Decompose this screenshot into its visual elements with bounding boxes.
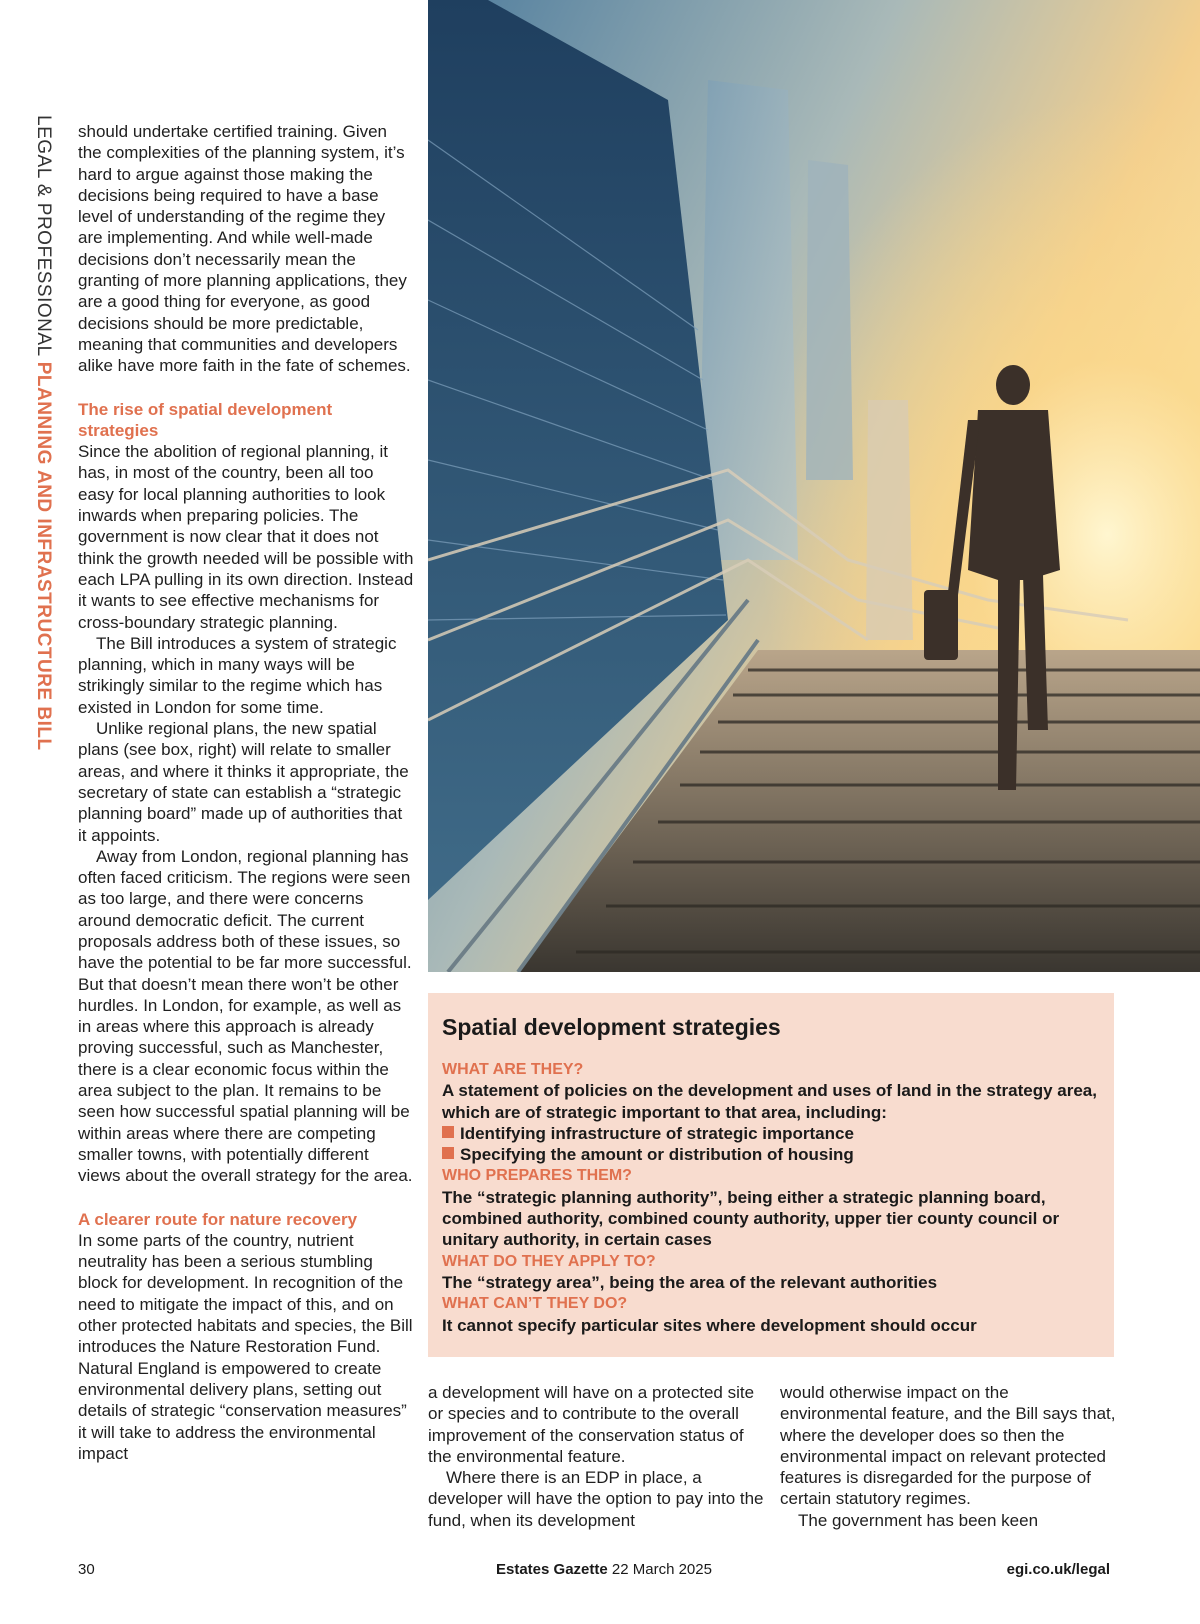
- box-question: WHAT CAN’T THEY DO?: [442, 1295, 628, 1313]
- box-title: Spatial development strategies: [442, 1014, 781, 1040]
- spatial-strategies-box: [428, 993, 1114, 1357]
- box-answer: The “strategy area”, being the area of the relevant authorities: [442, 1272, 938, 1292]
- bullet-text: Specifying the amount or distribution of housing: [460, 1145, 854, 1165]
- paragraph: The Bill introduces a system of strategic planning, which in many ways will be strikingly similar to the regime which has existed in London for some time.: [78, 633, 397, 717]
- box-bullet: [442, 1123, 1100, 1144]
- box-answer: A statement of policies on the development and uses of land in the strategy area, which are of strategic important to that area, including:: [442, 1081, 1097, 1122]
- square-bullet-icon: [442, 1126, 454, 1138]
- square-bullet-icon: [442, 1147, 454, 1159]
- section-side-label: [28, 115, 58, 815]
- footer-url-link[interactable]: egi.co.uk/legal: [1006, 1561, 1110, 1578]
- paragraph: Since the abolition of regional planning, it has, in most of the country, been all too easy for local planning authorities to look inwards when preparing policies. The government is now clear that it does not think the growth needed will be possible with each LPA pulling in its own direction. Instead it wants to see effective mechanisms for cross-boundary strategic planning.: [78, 442, 414, 632]
- box-bullet: [442, 1144, 1100, 1165]
- box-question: WHAT DO THEY APPLY TO?: [442, 1252, 656, 1270]
- paragraph: a development will have on a protected site or species and to contribute to the overall improvement of the conservation status of the environmental feature.: [428, 1383, 755, 1466]
- subheading-spatial-strategies: The rise of spatial development strategies: [78, 399, 333, 440]
- publication-date: 22 March 2025: [607, 1561, 712, 1578]
- bullet-text: Identifying infrastructure of strategic importance: [460, 1123, 854, 1143]
- paragraph: Unlike regional plans, the new spatial plans (see box, right) will relate to smaller areas, and where it thinks it appropriate, the secretary of state can establish a “strategic planning board” made up of authorities that it appoints.: [78, 719, 409, 845]
- paragraph: should undertake certified training. Given the complexities of the planning system, it’s hard to argue against those making the decisions being required to have a base level of understanding of the regime they are implementing. And while well-made decisions don’t necessarily mean the granting of more planning applications, they are a good thing for everyone, as good decisions should be more predictable, meaning that communities and developers alike have more faith in the fate of schemes.: [78, 122, 411, 376]
- section-topic: PLANNING AND INFRASTRUCTURE BILL: [33, 361, 54, 751]
- box-question: WHO PREPARES THEM?: [442, 1167, 632, 1185]
- article-column-middle: [428, 1382, 768, 1531]
- box-answer: The “strategic planning authority”, being either a strategic planning board, combined authority, combined county authority, upper tier county council or unitary authority, in certain cases: [442, 1187, 1060, 1250]
- article-column-left: [78, 121, 414, 1464]
- subheading-nature-recovery: A clearer route for nature recovery: [78, 1209, 358, 1229]
- paragraph: In some parts of the country, nutrient neutrality has been a serious stumbling block for development. In recognition of the need to mitigate the impact of this, and on other protected habitats and species, the Bill introduces the Nature Restoration Fund. Natural England is empowered to create environmental delivery plans, setting out details of strategic “conservation measures” it will take to address the environmental impact: [78, 1230, 413, 1463]
- paragraph: Away from London, regional planning has often faced criticism. The regions were seen as too large, and there were concerns around democratic deficit. The current proposals address both of these issues, so have the potential to be far more successful. But that doesn’t mean there won’t be other hurdles. In London, for example, as well as in areas where this approach is already proving successful, such as Manchester, there is a clear economic focus within the area subject to the plan. It remains to be seen how successful spatial planning will be within areas where there are competing smaller towns, with potentially different views about the overall strategy for the area.: [78, 846, 413, 1186]
- paragraph: Where there is an EDP in place, a developer will have the option to pay into the fund, when its development: [428, 1468, 764, 1530]
- section-category: LEGAL & PROFESSIONAL: [33, 115, 54, 362]
- paragraph: would otherwise impact on the environmental feature, and the Bill says that, where the developer does so then the environmental impact on relevant protected features is disregarded for the purpose of certain statutory regimes.: [780, 1383, 1116, 1509]
- paragraph: The government has been keen: [798, 1510, 1039, 1530]
- publication-info: [496, 1560, 712, 1580]
- hero-image-businessman-stairs: [428, 0, 1200, 972]
- article-column-right: [780, 1382, 1120, 1531]
- box-question: WHAT ARE THEY?: [442, 1061, 584, 1078]
- box-answer: It cannot specify particular sites where development should occur: [442, 1315, 977, 1335]
- publication-name: Estates Gazette: [496, 1561, 608, 1578]
- page-number: 30: [78, 1561, 95, 1578]
